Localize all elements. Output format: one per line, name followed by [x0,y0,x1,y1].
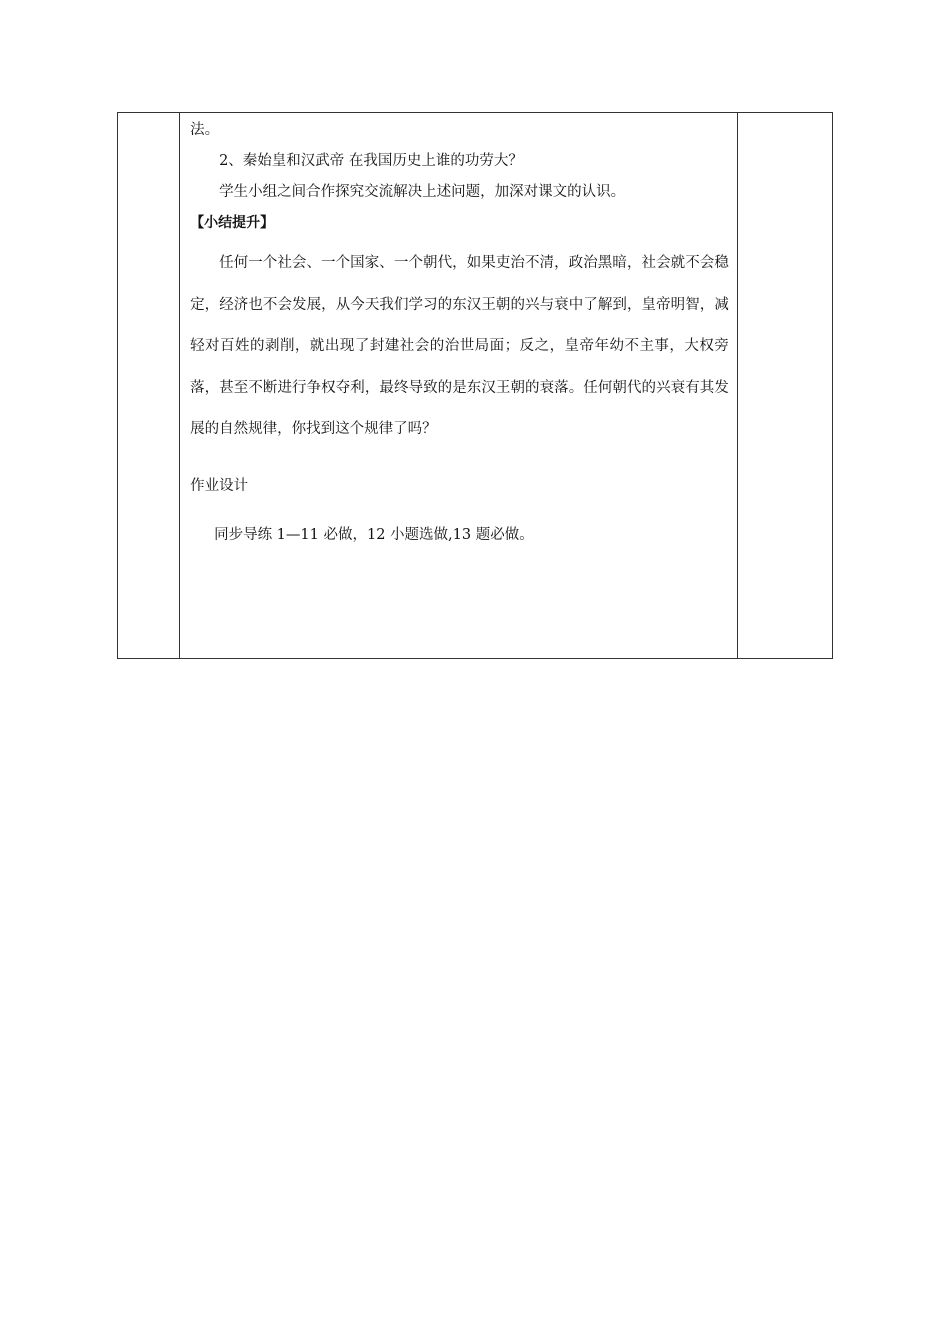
group-discussion-line: 学生小组之间合作探究交流解决上述问题，加深对课文的认识。 [219,184,626,200]
homework-heading: 作业设计 [190,477,249,494]
fa-tail-line: 法。 [190,122,220,138]
content-cell [180,113,738,659]
right-empty-cell [737,113,832,659]
summary-heading: 【小结提升】 [190,215,275,231]
summary-paragraph: 任何一个社会、一个国家、一个朝代，如果吏治不清，政治黑暗，社会就不会稳定，经济也不会发展，从今天我们学习的东汉王朝的兴与衰中了解到，皇帝明智，减轻对百姓的剥削，就出现了封建社会的治世局面；反之，皇帝年幼不主事，大权旁落，甚至不断进行争权夺利，最终导致的是东汉王朝的衰落。任何朝代的兴衰有其发展的自然规律，你找到这个规律了吗？ [190,255,729,437]
left-empty-cell [118,113,180,659]
content-block [180,113,737,551]
homework-content: 同步导练 1—11 必做，12 小题选做,13 题必做。 [214,526,534,543]
table-row [118,113,833,659]
lesson-plan-table [117,112,833,659]
question-2-line: 2、秦始皇和汉武帝 在我国历史上谁的功劳大？ [219,153,523,169]
